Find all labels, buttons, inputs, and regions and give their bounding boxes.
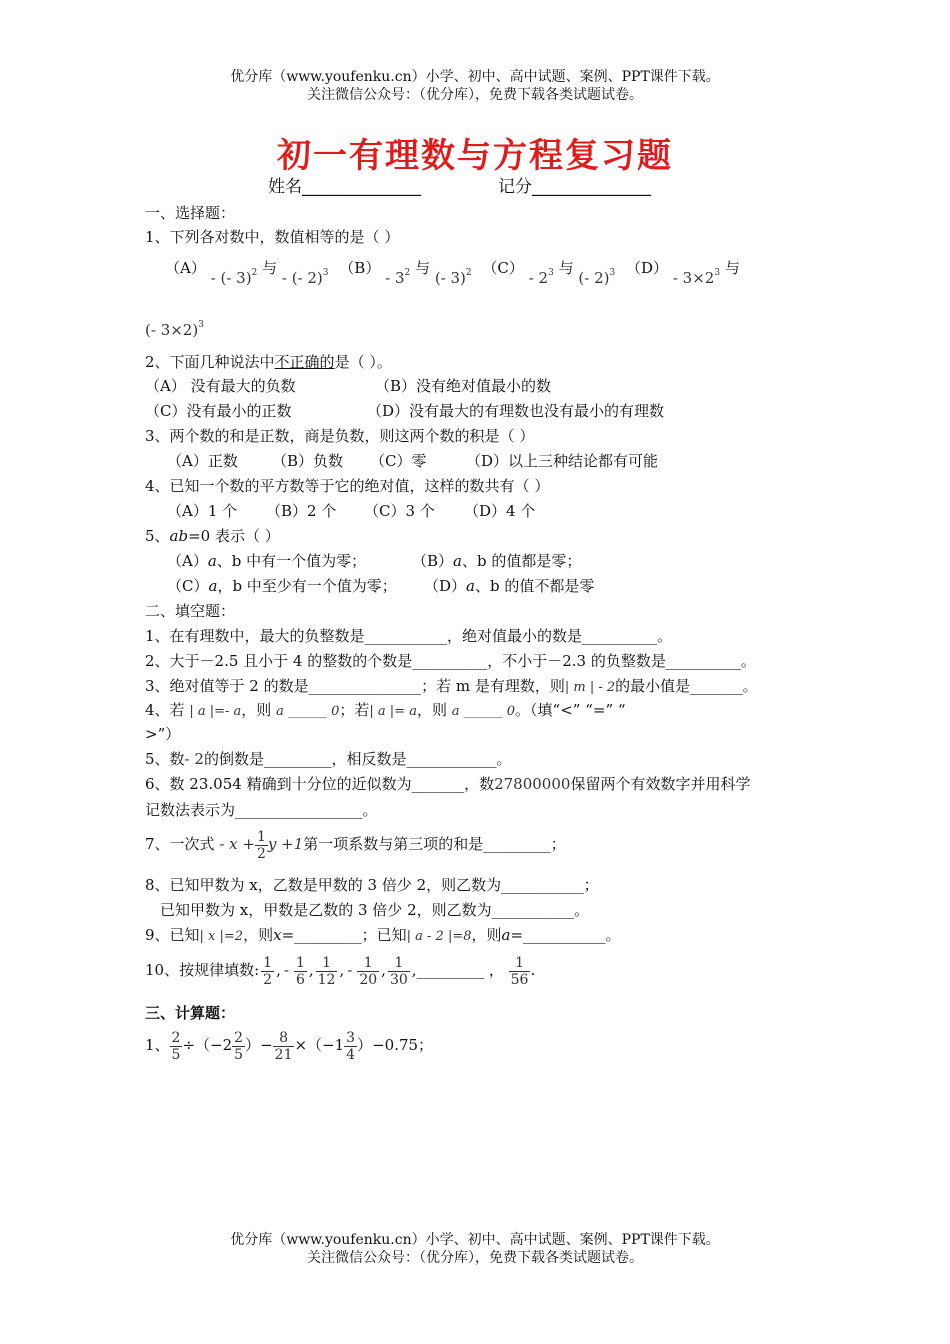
footer-line-1: 优分库（www.youfenku.cn）小学、初中、高中试题、案例、PPT课件下载。 (230, 1232, 720, 1248)
footer-line-2: 关注微信公众号：（优分库），免费下载各类试题试卷。 (307, 1250, 643, 1266)
calc-fraction-2: $\frac{2}{5}$ (234, 1029, 244, 1063)
q10-separator: , (381, 961, 386, 979)
q10-fraction: $\frac{1}{6}$ (295, 954, 305, 988)
q4-option-c: （C）3 个 (364, 502, 435, 520)
q1-a-expr2: - (- 2)$^3$ (281, 268, 329, 287)
header-line-2: 关注微信公众号：（优分库），免费下载各类试题试卷。 (307, 87, 643, 103)
fill-q8b: 已知甲数为 x，甲数是乙数的 3 倍少 2，则乙数为___________。 (160, 901, 590, 919)
q5-stem: 5、ab=0 表示（ ） (145, 527, 280, 545)
q2-option-c: （C）没有最小的正数 (145, 402, 292, 420)
fill-q5: 5、数- 2的倒数是_________，相反数是____________。 (145, 750, 512, 768)
fill-q1: 1、在有理数中，最大的负整数是___________，绝对值最小的数是__________。 (145, 627, 673, 645)
q1-c-join: 与 (558, 259, 574, 277)
q1-b-expr1: - $3^2$ (385, 268, 411, 287)
q3-option-a: （A）正数 (167, 452, 238, 470)
q5-option-d: （D）a、b 的值不都是零 (424, 577, 595, 595)
q1-a-label: （A） (165, 259, 206, 277)
q2-option-a: （A） 没有最大的负数 (145, 377, 296, 395)
q2-option-b: （B）没有绝对值最小的数 (375, 377, 552, 395)
q1-b-join: 与 (415, 259, 431, 277)
q10-separator: , (339, 961, 345, 979)
q5-option-b: （B）a、b 的值都是零； (412, 552, 582, 570)
q4-option-b: （B）2 个 (266, 502, 337, 520)
q1-d-label: （D） (626, 259, 669, 277)
q2-stem: 2、下面几种说法中不正确的是（ ）。 (145, 353, 392, 371)
q4-option-a: （A）1 个 (167, 502, 238, 520)
section-1-heading: 一、选择题： (145, 204, 236, 222)
q1-c-expr2: (- 2)$^3$ (578, 268, 616, 287)
fill-q6: 6、数 23.054 精确到十分位的近似数为_______，数27800000保留两个有效数字并用科学 (145, 775, 751, 793)
header-line-1: 优分库（www.youfenku.cn）小学、初中、高中试题、案例、PPT课件下载。 (230, 69, 720, 85)
section-3-heading: 三、计算题： (145, 1004, 236, 1022)
q3-option-c: （C）零 (370, 452, 427, 470)
q5-option-c: （C）a，b 中至少有一个值为零； (167, 577, 397, 595)
q4-option-d: （D）4 个 (464, 502, 536, 520)
fill-q4: 4、若 | a |=- a，则 a ______ 0；若| a |= a，则 a ______ 0。（填“<” “=” “ (145, 701, 626, 719)
q10-fraction: $\frac{1}{20}$ (359, 954, 378, 988)
fill-q3: 3、绝对值等于 2 的数是_______________；若 m 是有理数，则| m | - 2的最小值是_______。 (145, 677, 758, 695)
fill-q10: 10、按规律填数: $\frac{1}{2}$ , - $\frac{1}{6}$ , $\frac{1}{12}$ , - $\frac{1}{20}$ , $\frac{1}{30}$ ,_________ ， $\frac{1}{56}$ . (145, 954, 536, 988)
q3-stem: 3、两个数的和是正数，商是负数，则这两个数的积是（ ） (145, 427, 535, 445)
q10-fraction: $\frac{1}{12}$ (317, 954, 336, 988)
calc-fraction-4: $\frac{3}{4}$ (346, 1029, 356, 1063)
q10-last-fraction: $\frac{1}{56}$ (510, 954, 529, 988)
q1-d-expr2: (- 3×2)$^3$ (145, 320, 204, 339)
fill-q6-line2: 记数法表示为_________________。 (145, 801, 378, 819)
q10-separator: , (411, 961, 417, 979)
q3-option-d: （D）以上三种结论都有可能 (466, 452, 659, 470)
fill-q8a: 8、已知甲数为 x，乙数是甲数的 3 倍少 2，则乙数为___________； (145, 876, 599, 894)
q4-stem: 4、已知一个数的平方数等于它的绝对值，这样的数共有（ ） (145, 477, 550, 495)
fill-q2: 2、大于－2.5 且小于 4 的整数的个数是__________，不小于－2.3 的负整数是__________。 (145, 652, 756, 670)
calc-fraction-3: $\frac{8}{21}$ (274, 1029, 293, 1063)
q3-option-b: （B）负数 (272, 452, 344, 470)
q1-d-join: 与 (724, 259, 740, 277)
page-title: 初一有理数与方程复习题 (277, 136, 673, 176)
q1-c-label: （C） (482, 259, 524, 277)
q10-sign: - (283, 961, 289, 979)
q10-separator: , (308, 961, 314, 979)
q2-option-d: （D）没有最大的有理数也没有最小的有理数 (367, 402, 665, 420)
q10-fraction: $\frac{1}{2}$ (263, 954, 273, 988)
q1-a-expr1: - (- 3)$^2$ (210, 268, 258, 287)
name-field: 姓名______________ (268, 177, 421, 197)
q1-b-label: （B） (339, 259, 381, 277)
fill-q4-line2: >”） (145, 725, 181, 743)
fill-q9: 9、已知| x |=2，则x=_________；已知| a - 2 |=8，则a=___________。 (145, 926, 621, 944)
q1-a-join: 与 (262, 259, 278, 277)
calc-fraction-1: $\frac{2}{5}$ (171, 1029, 181, 1063)
q1-stem: 1、下列各对数中，数值相等的是（ ） (145, 228, 400, 246)
fill-q7: 7、一次式 - x + $\frac{1}{2}$ y +1第一项系数与第三项的和是_________； (145, 828, 566, 862)
calc-q1: 1、 $\frac{2}{5}$ ÷（−2 $\frac{2}{5}$ ）− $\frac{8}{21}$ ×（−1 $\frac{3}{4}$ ）−0.75； (145, 1029, 434, 1063)
q10-sign: - (347, 961, 353, 979)
q10-fraction: $\frac{1}{30}$ (389, 954, 408, 988)
q10-separator: , (276, 961, 281, 979)
q7-fraction: $\frac{1}{2}$ (256, 828, 266, 862)
q1-b-expr2: (- 3)$^2$ (434, 268, 472, 287)
q5-option-a: （A）a、b 中有一个值为零； (167, 552, 367, 570)
q1-c-expr1: - $2^3$ (528, 268, 554, 287)
q1-d-expr1: - $3\times 2^3$ (672, 268, 721, 287)
section-2-heading: 二、填空题： (145, 602, 236, 620)
score-field: 记分______________ (498, 177, 651, 197)
q1-options (165, 253, 740, 287)
